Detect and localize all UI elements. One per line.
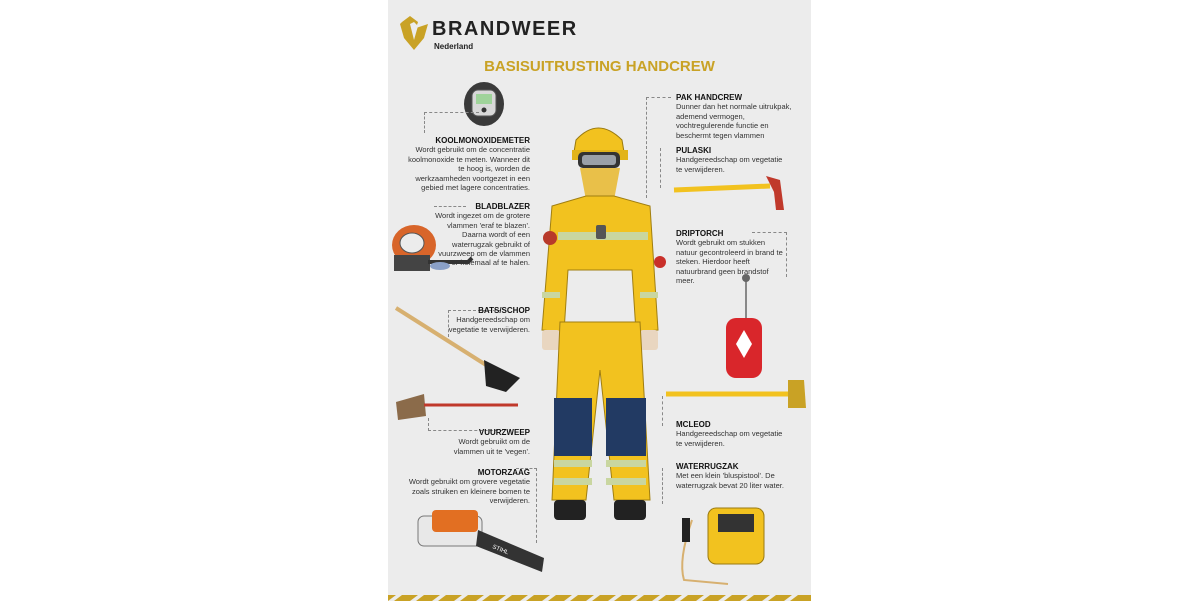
label-text: Wordt gebruikt om de vlammen uit te 'vegen'. bbox=[453, 437, 530, 456]
pulaski-image bbox=[674, 176, 784, 210]
leader-line bbox=[424, 112, 479, 133]
hazard-stripe bbox=[388, 595, 811, 601]
illustrations bbox=[388, 0, 811, 601]
label-mcleod bbox=[676, 420, 788, 448]
label-text: Wordt gebruikt om stukken natuur gecontroleerd in brand te steken. Hierdoor heeft natuurbrand geen brandstof meer. bbox=[676, 238, 783, 286]
label-bats-schop bbox=[446, 306, 530, 334]
label-text: Wordt gebruikt om grovere vegetatie zoals struiken en kleinere bomen te verwijderen. bbox=[408, 477, 530, 506]
label-driptorch bbox=[676, 229, 788, 285]
label-heading: PULASKI bbox=[676, 146, 712, 155]
chainsaw-brand: STIHL bbox=[491, 544, 510, 557]
label-heading: VUURZWEEP bbox=[478, 428, 530, 437]
mcleod-image bbox=[666, 380, 806, 408]
label-koolmonoxidemeter bbox=[406, 136, 530, 192]
leader-line bbox=[662, 468, 673, 504]
label-text: Wordt ingezet om de grotere vlammen 'eraf te blazen'. Daarna wordt of een waterrugzak gebruikt of vuurzweep om de vlammen er helemaal af te halen. bbox=[435, 211, 530, 268]
label-text: Wordt gebruikt om de concentratie koolmonoxide te meten. Wanneer dit te hoog is, worden de werkzaamheden voortgezet in een gebied met lagere concentraties. bbox=[408, 145, 530, 193]
label-heading: DRIPTORCH bbox=[676, 229, 724, 238]
label-waterrugzak bbox=[676, 462, 788, 490]
label-heading: BATS/SCHOP bbox=[478, 306, 530, 315]
waterrugzak-image bbox=[682, 508, 764, 584]
label-text: Met een klein 'bluspistool'. De waterrugzak bevat 20 liter water. bbox=[676, 471, 784, 490]
label-heading: KOOLMONOXIDEMETER bbox=[435, 136, 530, 145]
label-text: Handgereedschap om vegetatie te verwijderen. bbox=[676, 429, 783, 448]
label-text: Handgereedschap om vegetatie te verwijderen. bbox=[676, 155, 783, 174]
vuurzweep-image bbox=[396, 394, 518, 420]
label-bladblazer bbox=[434, 202, 530, 268]
label-heading: PAK HANDCREW bbox=[676, 93, 743, 102]
leader-line bbox=[660, 148, 673, 188]
leader-line bbox=[662, 396, 673, 426]
label-text: Handgereedschap om vegetatie te verwijderen. bbox=[448, 315, 530, 334]
poster bbox=[388, 0, 811, 601]
label-heading: BLADBLAZER bbox=[475, 202, 530, 211]
label-pak-handcrew bbox=[676, 93, 800, 140]
driptorch-image bbox=[726, 274, 762, 378]
label-text: Dunner dan het normale uitrukpak, ademend vermogen, vochtregulerende functie en beschermt tegen vlammen bbox=[676, 102, 792, 140]
label-heading: WATERRUGZAK bbox=[676, 462, 739, 471]
label-vuurzweep bbox=[448, 428, 530, 456]
label-pulaski bbox=[676, 146, 788, 174]
page-title: BASISUITRUSTING HANDCREW bbox=[484, 58, 715, 75]
label-motorzaag bbox=[408, 468, 530, 506]
brand-name: BRANDWEER bbox=[432, 18, 578, 40]
brandweer-logo-icon bbox=[400, 16, 428, 50]
brand-subtitle: Nederland bbox=[434, 42, 474, 51]
label-heading: MOTORZAAG bbox=[477, 468, 530, 477]
label-heading: MCLEOD bbox=[676, 420, 711, 429]
